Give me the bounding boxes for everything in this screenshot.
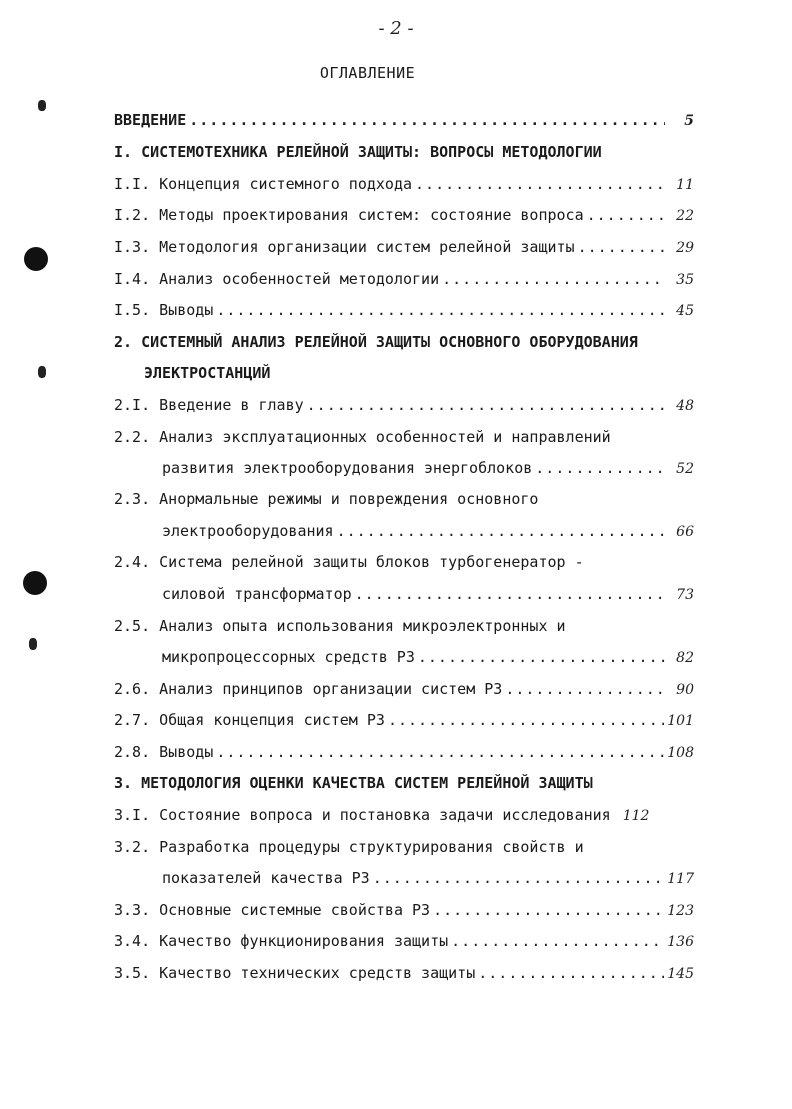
- toc-entry-page: 108: [667, 745, 694, 761]
- dot-leader: [442, 268, 665, 290]
- toc-entry-label: I.2. Методы проектирования систем: состояние вопроса: [114, 206, 584, 224]
- toc-entry-label: силовой трансформатор: [162, 585, 352, 603]
- binding-hole: [24, 247, 48, 271]
- toc-entry-label: 2.I. Введение в главу: [114, 396, 304, 414]
- toc-entry-page: 117: [667, 871, 694, 887]
- toc-entry-label: 3.5. Качество технических средств защиты: [114, 964, 476, 982]
- toc-entry-continued: [162, 520, 694, 542]
- dot-leader: [505, 678, 665, 700]
- dot-leader: [478, 962, 664, 984]
- dot-leader: [418, 646, 665, 668]
- toc-entry-label: 3.4. Качество функционирования защиты: [114, 932, 449, 950]
- toc-entry: [114, 899, 694, 921]
- toc-entry-page: 82: [676, 650, 694, 666]
- toc-entry-continued: [162, 646, 694, 668]
- toc-entry-page: 52: [676, 461, 694, 477]
- toc-entry-label: ЭЛЕКТРОСТАНЦИЙ: [144, 364, 271, 382]
- binding-mark: [38, 100, 46, 111]
- toc-entry-label: 2.5. Анализ опыта использования микроэлектронных и: [114, 617, 566, 635]
- toc-entry-label: 3.2. Разработка процедуры структурирования свойств и: [114, 838, 584, 856]
- toc-entry-page: 11: [676, 177, 694, 193]
- toc-entry-page: 66: [676, 524, 694, 540]
- toc-entry-label: 2.6. Анализ принципов организации систем РЗ: [114, 680, 503, 698]
- toc-entry-label: ВВЕДЕНИЕ: [114, 111, 187, 129]
- toc-entry-label: I.4. Анализ особенностей методологии: [114, 270, 440, 288]
- dot-leader: [216, 299, 665, 321]
- dot-leader: [433, 899, 664, 921]
- toc-entry: [114, 678, 694, 700]
- toc-entry: [114, 930, 694, 952]
- toc-entry: [114, 173, 694, 195]
- dot-leader: [189, 109, 665, 131]
- toc-entry-page: 112: [622, 808, 650, 824]
- binding-mark: [38, 366, 46, 378]
- toc-entry-label: I.3. Методология организации систем релейной защиты: [114, 238, 575, 256]
- toc-entry-continued: [162, 457, 694, 479]
- dot-leader: [337, 520, 665, 542]
- toc-chapter-heading: [114, 772, 694, 794]
- toc-entry-page: 73: [676, 587, 694, 603]
- toc-chapter-heading: [114, 141, 694, 163]
- dot-leader: [355, 583, 665, 605]
- toc-entry: [114, 109, 694, 131]
- toc-entry: [114, 236, 694, 258]
- toc-chapter-heading-continued: [144, 362, 724, 384]
- toc-entry-label: 2.7. Общая концепция систем РЗ: [114, 711, 385, 729]
- binding-mark: [29, 638, 37, 650]
- toc-entry-page: 101: [667, 713, 694, 729]
- toc-entry-label: I.I. Концепция системного подхода: [114, 175, 413, 193]
- dot-leader: [373, 867, 665, 889]
- toc-entry: [114, 551, 694, 573]
- toc-entry: [114, 268, 694, 290]
- toc-entry-page: 35: [676, 272, 694, 288]
- toc-entry-label: микропроцессорных средств РЗ: [162, 648, 415, 666]
- toc-entry-label: 2. СИСТЕМНЫЙ АНАЛИЗ РЕЛЕЙНОЙ ЗАЩИТЫ ОСНОВНОГО ОБОРУДОВАНИЯ: [114, 333, 638, 351]
- toc-entry-continued: [162, 867, 694, 889]
- toc-entry-label: показателей качества РЗ: [162, 869, 370, 887]
- toc-entry: [114, 709, 694, 731]
- toc-entry-label: 2.8. Выводы: [114, 743, 214, 761]
- dot-leader: [216, 741, 664, 763]
- toc-entry: [114, 299, 694, 321]
- toc-chapter-heading: [114, 331, 694, 353]
- toc-title: ОГЛАВЛЕНИЕ: [319, 64, 416, 82]
- toc-entry-page: 45: [676, 303, 694, 319]
- toc-entry: [114, 836, 694, 858]
- toc-entry-label: 2.3. Анормальные режимы и повреждения основного: [114, 490, 539, 508]
- toc-entry-page: 48: [676, 398, 694, 414]
- toc-entry: [114, 204, 694, 226]
- dot-leader: [587, 204, 665, 226]
- toc-entry-page: 5: [684, 113, 694, 129]
- toc-entry-page: 29: [676, 240, 694, 256]
- toc-entry-page: 90: [676, 682, 694, 698]
- dot-leader: [415, 173, 665, 195]
- toc-entry-label: 3.I. Состояние вопроса и постановка задачи исследования: [114, 806, 611, 824]
- toc-entry: [114, 804, 694, 826]
- toc-entry-label: I. СИСТЕМОТЕХНИКА РЕЛЕЙНОЙ ЗАЩИТЫ: ВОПРОСЫ МЕТОДОЛОГИИ: [114, 143, 602, 161]
- toc-entry-page: 22: [676, 208, 694, 224]
- toc-entry: [114, 741, 694, 763]
- toc-entry-page: 123: [667, 903, 694, 919]
- dot-leader: [578, 236, 665, 258]
- toc-entry-label: 2.4. Система релейной защиты блоков турбогенератор -: [114, 553, 584, 571]
- toc-entry: [114, 426, 694, 448]
- toc-entry: [114, 962, 694, 984]
- binding-hole: [23, 571, 47, 595]
- dot-leader: [535, 457, 665, 479]
- toc-entry-label: 3.3. Основные системные свойства РЗ: [114, 901, 431, 919]
- dot-leader: [451, 930, 664, 952]
- toc-entry: [114, 394, 694, 416]
- toc-entry-label: электрооборудования: [162, 522, 334, 540]
- dot-leader: [307, 394, 665, 416]
- toc-entry-page: 136: [667, 934, 694, 950]
- toc-entry: [114, 488, 694, 510]
- toc-entry-label: 3. МЕТОДОЛОГИЯ ОЦЕНКИ КАЧЕСТВА СИСТЕМ РЕЛЕЙНОЙ ЗАЩИТЫ: [114, 774, 593, 792]
- toc-entry-continued: [162, 583, 694, 605]
- toc-entry-page: 145: [667, 966, 694, 982]
- toc-entry: [114, 615, 694, 637]
- dot-leader: [388, 709, 664, 731]
- toc-entry-label: I.5. Выводы: [114, 301, 214, 319]
- toc-entry-label: развития электрооборудования энергоблоков: [162, 459, 533, 477]
- page-number: - 2 -: [378, 18, 414, 39]
- toc-entry-label: 2.2. Анализ эксплуатационных особенностей и направлений: [114, 428, 611, 446]
